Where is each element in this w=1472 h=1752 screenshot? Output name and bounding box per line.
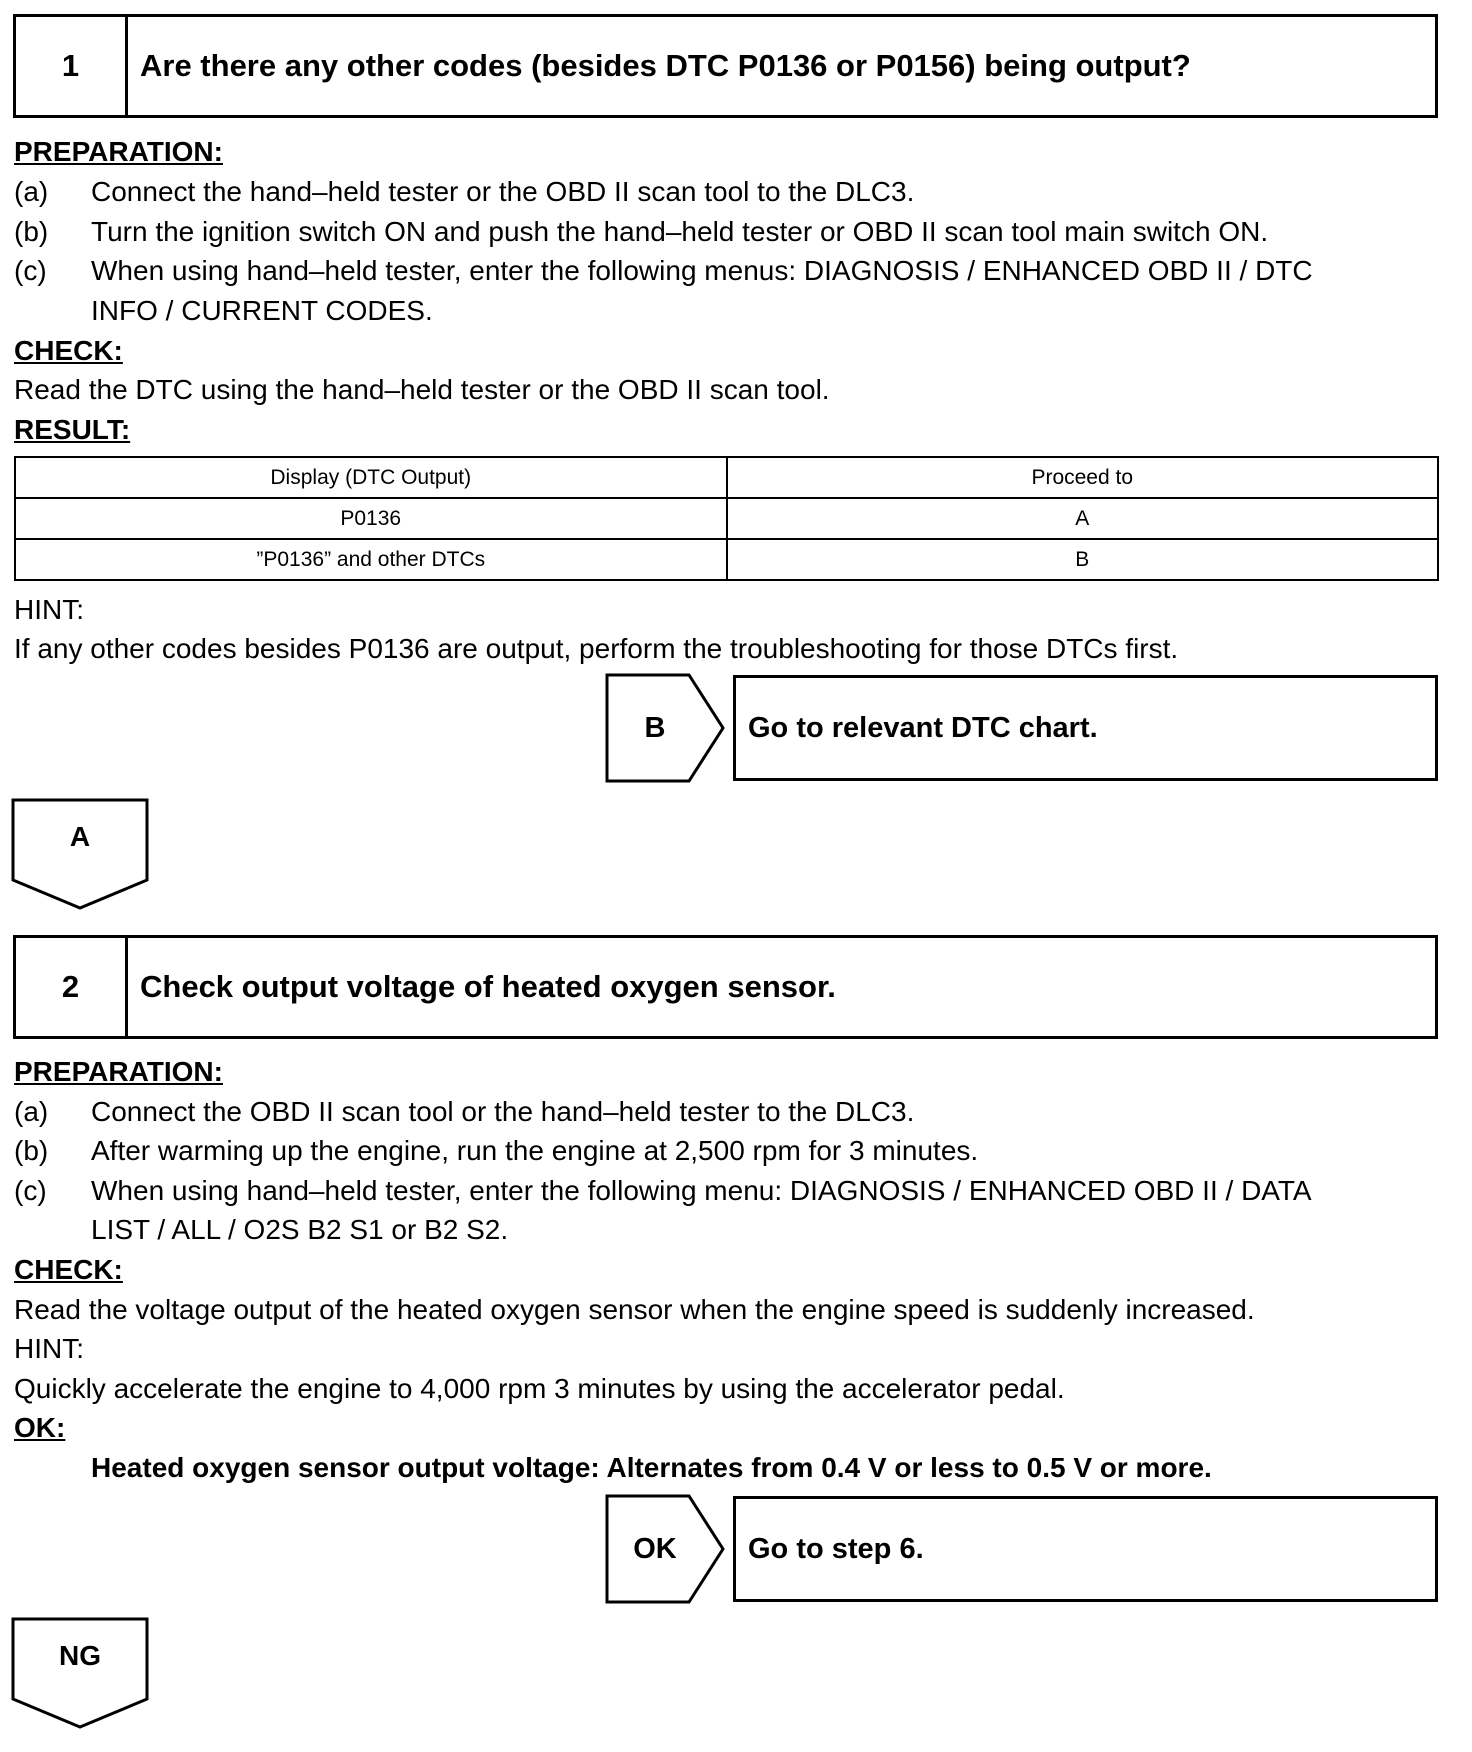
step-title: Check output voltage of heated oxygen sensor. xyxy=(140,969,836,1004)
item-label: (c) xyxy=(14,1175,47,1206)
item-label: (b) xyxy=(14,216,49,247)
branch-label: B xyxy=(644,711,666,744)
next-label: A xyxy=(69,821,91,852)
result-table xyxy=(14,456,1439,581)
item-label: (a) xyxy=(14,176,49,207)
next-a-arrow xyxy=(11,798,151,910)
branch-ok-arrow xyxy=(605,1494,725,1604)
next-ng-arrow xyxy=(11,1617,151,1729)
item-label: (a) xyxy=(14,1096,49,1127)
table-cell: B xyxy=(727,539,1439,580)
table-header: Proceed to xyxy=(727,457,1439,498)
item-text-continued: INFO / CURRENT CODES. xyxy=(91,295,433,326)
check-text: Read the voltage output of the heated oxygen sensor when the engine speed is suddenly increased. xyxy=(14,1294,1255,1325)
branch-label: OK xyxy=(633,1532,677,1565)
item-label: (c) xyxy=(14,255,47,286)
step-2-header xyxy=(13,935,1438,1039)
table-row xyxy=(15,498,1438,539)
table-row xyxy=(15,539,1438,580)
table-header: Display (DTC Output) xyxy=(15,457,727,498)
item-text: Connect the hand–held tester or the OBD II scan tool to the DLC3. xyxy=(91,176,915,207)
step-number: 2 xyxy=(16,938,128,1036)
check-heading: CHECK: xyxy=(14,1254,123,1285)
item-text: After warming up the engine, run the engine at 2,500 rpm for 3 minutes. xyxy=(91,1135,979,1166)
item-text: Turn the ignition switch ON and push the hand–held tester or OBD II scan tool main switch ON. xyxy=(91,216,1269,247)
step-title: Are there any other codes (besides DTC P0136 or P0156) being output? xyxy=(140,48,1191,83)
item-text: When using hand–held tester, enter the following menus: DIAGNOSIS / ENHANCED OBD II / DTC xyxy=(91,255,1313,286)
result-heading: RESULT: xyxy=(14,414,131,445)
table-cell: P0136 xyxy=(15,498,727,539)
item-text: Connect the OBD II scan tool or the hand–held tester to the DLC3. xyxy=(91,1096,915,1127)
item-label: (b) xyxy=(14,1135,49,1166)
branch-b-result: Go to relevant DTC chart. xyxy=(733,675,1438,781)
item-text: When using hand–held tester, enter the following menu: DIAGNOSIS / ENHANCED OBD II / DATA xyxy=(91,1175,1312,1206)
ok-spec: Heated oxygen sensor output voltage: Alternates from 0.4 V or less to 0.5 V or more. xyxy=(91,1452,1212,1483)
item-text-continued: LIST / ALL / O2S B2 S1 or B2 S2. xyxy=(91,1214,509,1245)
branch-b-arrow xyxy=(605,673,725,783)
hint-label: HINT: xyxy=(14,594,84,625)
next-label: NG xyxy=(59,1640,101,1671)
table-cell: ”P0136” and other DTCs xyxy=(15,539,727,580)
step-number: 1 xyxy=(16,17,128,115)
hint-label: HINT: xyxy=(14,1333,84,1364)
table-header-row xyxy=(15,457,1438,498)
preparation-heading: PREPARATION: xyxy=(14,136,223,167)
table-cell: A xyxy=(727,498,1439,539)
hint-text: Quickly accelerate the engine to 4,000 rpm 3 minutes by using the accelerator pedal. xyxy=(14,1373,1065,1404)
branch-ok-result: Go to step 6. xyxy=(733,1496,1438,1602)
check-heading: CHECK: xyxy=(14,335,123,366)
preparation-heading: PREPARATION: xyxy=(14,1056,223,1087)
hint-text: If any other codes besides P0136 are output, perform the troubleshooting for those DTCs first. xyxy=(14,633,1179,664)
ok-heading: OK: xyxy=(14,1412,66,1443)
step-1-header xyxy=(13,14,1438,118)
check-text: Read the DTC using the hand–held tester or the OBD II scan tool. xyxy=(14,374,830,405)
